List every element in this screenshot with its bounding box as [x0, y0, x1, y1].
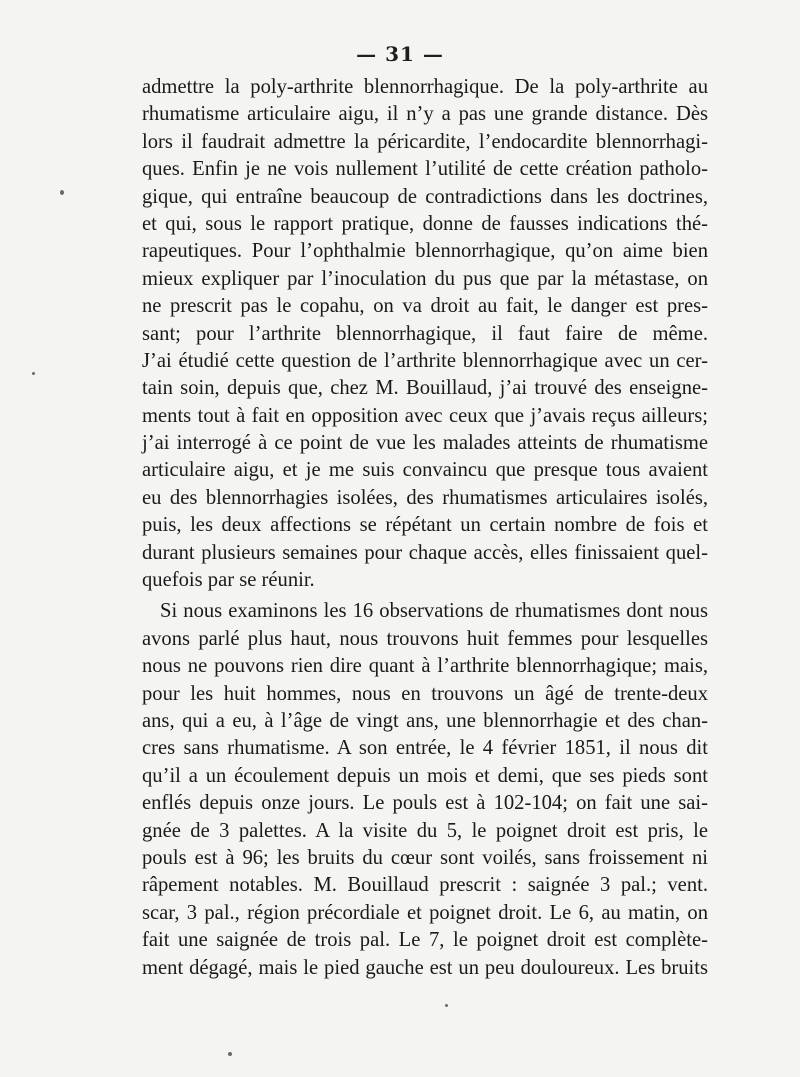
text-line: pouls est à 96; les bruits du cœur sont voilés, sans froissement ni [142, 846, 708, 869]
text-line: articulaire aigu, et je me suis convaincu que presque tous avaient [142, 459, 708, 482]
text-line: et qui, sous le rapport pratique, donne de fausses indications thé- [142, 212, 708, 235]
page-number: — 31 — [356, 42, 444, 66]
text-line: ans, qui a eu, à l’âge de vingt ans, une blennorrhagie et des chan- [142, 709, 708, 732]
text-line: mieux expliquer par l’inoculation du pus que par la métastase, on [142, 267, 708, 290]
text-line: ment dégagé, mais le pied gauche est un peu douloureux. Les bruits [142, 956, 708, 979]
text-line: sant; pour l’arthrite blennorrhagique, il faut faire de même. [142, 322, 708, 345]
text-line: admettre la poly-arthrite blennorrhagique. De la poly-arthrite au [142, 76, 708, 98]
scan-speck [32, 372, 35, 375]
text-line: gique, qui entraîne beaucoup de contradictions dans les doctrines, [142, 185, 708, 208]
text-line: rhumatisme articulaire aigu, il n’y a pas une grande distance. Dès [142, 103, 708, 126]
text-line: j’ai interrogé à ce point de vue les malades atteints de rhumatisme [142, 432, 708, 455]
text-line: ne prescrit pas le copahu, on va droit au fait, le danger est pres- [142, 295, 708, 318]
text-line: lors il faudrait admettre la péricardite, l’endocardite blennorrhagi- [142, 130, 708, 153]
text-line: rapeutiques. Pour l’ophthalmie blennorrhagique, qu’on aime bien [142, 240, 708, 263]
text-line: qu’il a un écoulement depuis un mois et demi, que ses pieds sont [142, 764, 708, 787]
text-line: ques. Enfin je ne vois nullement l’utilité de cette création patholo- [142, 158, 708, 181]
scan-speck [445, 1004, 448, 1007]
text-line: quefois par se réunir. [142, 569, 315, 592]
text-line: eu des blennorrhagies isolées, des rhumatismes articulaires isolés, [142, 486, 708, 509]
text-line: durant plusieurs semaines pour chaque accès, elles finissaient quel- [142, 541, 708, 564]
text-line: ments tout à fait en opposition avec ceux que j’avais reçus ailleurs; [142, 404, 708, 427]
text-line: fait une saignée de trois pal. Le 7, le poignet droit est complète- [142, 929, 708, 952]
text-line: Si nous examinons les 16 observations de rhumatismes dont nous [160, 600, 708, 623]
scan-speck [228, 1052, 232, 1056]
text-line: scar, 3 pal., région précordiale et poignet droit. Le 6, au matin, on [142, 901, 708, 924]
text-line: enflés depuis onze jours. Le pouls est à 102-104; on fait une sai- [142, 792, 708, 815]
text-line: J’ai étudié cette question de l’arthrite blennorrhagique avec un cer- [142, 349, 708, 372]
text-line: cres sans rhumatisme. A son entrée, le 4 février 1851, il nous dit [142, 737, 708, 760]
text-line: avons parlé plus haut, nous trouvons huit femmes pour lesquelles [142, 627, 708, 650]
text-line: pour les huit hommes, nous en trouvons un âgé de trente-deux [142, 682, 708, 705]
scan-speck [60, 190, 64, 195]
text-line: gnée de 3 palettes. A la visite du 5, le poignet droit est pris, le [142, 819, 708, 842]
text-line: tain soin, depuis que, chez M. Bouillaud, j’ai trouvé des enseigne- [142, 377, 708, 400]
text-line: puis, les deux affections se répétant un certain nombre de fois et [142, 514, 708, 537]
text-line: râpement notables. M. Bouillaud prescrit : saignée 3 pal.; vent. [142, 874, 708, 897]
text-line: nous ne pouvons rien dire quant à l’arthrite blennorrhagique; mais, [142, 655, 708, 678]
body-text [142, 74, 708, 982]
